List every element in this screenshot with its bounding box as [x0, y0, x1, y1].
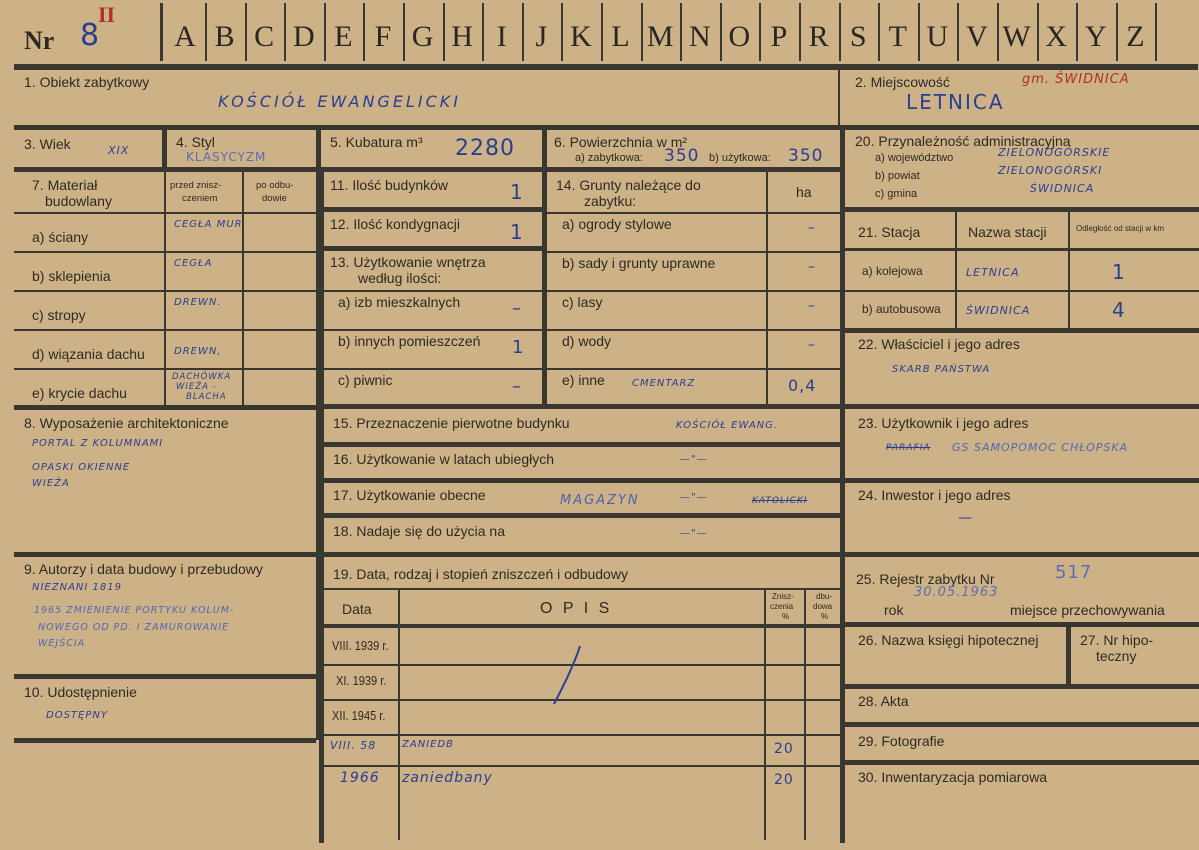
- field-7-col-after-l1: po odbu-: [256, 180, 294, 191]
- rule-v-col3: [840, 125, 845, 843]
- rule-row-3: [14, 167, 840, 172]
- field-20-row-label: c) gmina: [875, 188, 918, 200]
- field-14-row-label: d) wody: [562, 333, 612, 349]
- field-27-label-l1: 27. Nr hipo-: [1080, 632, 1154, 648]
- field-9-line-2: 1965 ZMIENIENIE PORTYKU KOLUM-: [34, 605, 235, 616]
- field-7-row-rule: [14, 368, 316, 370]
- field-2-value: LETNICA: [906, 90, 1005, 114]
- field-9-line-4: WEJŚCIA: [38, 638, 86, 649]
- letter-d: D: [292, 20, 315, 53]
- field-14-row-rule: [546, 368, 840, 370]
- field-14-row-value: 0,4: [788, 376, 817, 395]
- rule-25-bottom: [845, 622, 1199, 627]
- field-7-row-label: c) stropy: [32, 307, 86, 323]
- field-19-label: 19. Data, rodzaj i stopień zniszczeń i odbudowy: [333, 566, 628, 582]
- field-13-label-l2: według ilości:: [358, 270, 442, 286]
- field-17-value: MAGAZYN: [560, 493, 640, 508]
- header-divider: [160, 3, 163, 61]
- field-7-label-l1: 7. Materiał: [32, 177, 98, 193]
- field-21-col-name: Nazwa stacji: [968, 224, 1047, 240]
- field-7-row-label: b) sklepienia: [32, 268, 111, 284]
- field-15-value: KOŚCIÓŁ EWANG.: [676, 420, 779, 431]
- field-19-col-opis: O P I S: [540, 600, 613, 617]
- field-19-col-date: Data: [342, 601, 372, 617]
- nr-value: 8: [80, 18, 100, 53]
- field-14-row-value: –: [808, 220, 816, 236]
- field-6-label: 6. Powierzchnia w m²: [554, 134, 688, 150]
- letter-n: N: [688, 20, 711, 53]
- field-10-value: DOSTĘPNY: [46, 710, 108, 721]
- rule-7-v2: [242, 170, 244, 406]
- field-27-label-l2: teczny: [1096, 648, 1137, 664]
- letter-z: Z: [1126, 20, 1145, 53]
- field-19-row-date: XI. 1939 r.: [336, 673, 387, 688]
- letter-g: G: [411, 20, 434, 53]
- field-29-label: 29. Fotografie: [858, 733, 945, 749]
- letter-v: V: [966, 20, 988, 53]
- letter-o: O: [728, 20, 751, 53]
- rule-v-col2a: [319, 167, 324, 843]
- field-6-sub-b-value: 350: [788, 146, 824, 166]
- rule-8-bottom: [14, 552, 316, 557]
- letter-u: U: [926, 20, 949, 53]
- nr-label: Nr: [24, 26, 55, 55]
- field-3-label: 3. Wiek: [24, 136, 71, 152]
- rule-15-bottom: [319, 442, 843, 447]
- field-16-label: 16. Użytkowanie w latach ubiegłych: [333, 451, 555, 467]
- field-25-rok-value: 30.05.1963: [914, 585, 999, 600]
- field-6-sub-b: b) użytkowa:: [709, 152, 771, 164]
- field-19-col-od-l1: dbu-: [816, 592, 833, 601]
- field-23-label: 23. Użytkownik i jego adres: [858, 415, 1029, 431]
- rule-13-14-bottom: [319, 404, 843, 409]
- field-19-col-zn-l1: Znisz-: [772, 592, 794, 601]
- field-8-label: 8. Wyposażenie architektoniczne: [24, 415, 229, 431]
- field-16-value: —"—: [680, 454, 708, 465]
- field-28-label: 28. Akta: [858, 693, 909, 709]
- field-19-row-zn: 20: [774, 772, 794, 788]
- nr-roman: II: [98, 2, 116, 27]
- letter-j: J: [535, 20, 548, 53]
- field-25-value: 517: [1055, 562, 1093, 583]
- field-13-row-label: c) piwnic: [338, 372, 393, 388]
- field-21-row-label: a) kolejowa: [862, 264, 923, 278]
- field-21-col-dist: Odległość od stacji w km: [1076, 224, 1165, 233]
- field-21-row-name: ŚWIDNICA: [966, 304, 1031, 317]
- rule-v-5-6: [542, 130, 547, 170]
- field-13-row-rule: [322, 290, 542, 292]
- letter-m: M: [646, 20, 674, 53]
- rule-29-bottom: [845, 760, 1199, 765]
- field-24-value: —: [958, 510, 973, 526]
- field-7-col-after-l2: dowie: [262, 193, 287, 204]
- field-14-row-label: a) ogrody stylowe: [562, 216, 672, 232]
- field-7-row-label: e) krycie dachu: [32, 385, 127, 401]
- field-10-label: 10. Udostępnienie: [24, 684, 137, 700]
- field-6-sub-a-value: 350: [664, 146, 700, 166]
- field-20-label: 20. Przynależność administracyjna: [855, 133, 1071, 149]
- letter-b: B: [214, 20, 235, 53]
- field-30-label: 30. Inwentaryzacja pomiarowa: [858, 769, 1048, 785]
- rule-v-11-14: [542, 167, 547, 407]
- rule-26-27: [1066, 622, 1071, 686]
- field-7-row-before: DREWN,: [174, 346, 222, 357]
- field-17-struck: KATOLICKI: [752, 496, 808, 506]
- field-2-annotation: gm. ŚWIDNICA: [1022, 72, 1130, 87]
- field-3-value: XIX: [108, 144, 130, 157]
- field-7-label-l2: budowlany: [45, 193, 112, 209]
- field-25-rok-label: rok: [884, 602, 904, 618]
- rule-row-2: [14, 125, 840, 130]
- rule-26-bottom: [845, 684, 1199, 689]
- field-4-label: 4. Styl: [176, 134, 215, 150]
- letter-r: R: [808, 20, 829, 53]
- field-7-row-before: CEGŁA: [174, 258, 213, 269]
- field-7-row-before: CEGŁA MUR: [174, 219, 243, 230]
- field-21-row-dist: 1: [1112, 260, 1126, 284]
- field-14-row-label: e) inne: [562, 372, 605, 388]
- field-9-label: 9. Autorzy i data budowy i przebudowy: [24, 561, 263, 577]
- letter-y: Y: [1084, 20, 1107, 53]
- field-14-row-rule: [546, 329, 840, 331]
- rule-7-bottom: [14, 405, 316, 410]
- field-5-value: 2280: [455, 136, 515, 161]
- field-5-label: 5. Kubatura m³: [330, 134, 423, 150]
- field-14-row-value: –: [808, 298, 816, 314]
- field-11-value: 1: [510, 180, 524, 204]
- field-20-row-label: b) powiat: [875, 170, 920, 182]
- letter-k: K: [570, 20, 592, 53]
- field-14-label-l2: zabytku:: [584, 193, 637, 209]
- rule-16-bottom: [319, 478, 843, 483]
- field-18-value: —"—: [680, 528, 708, 539]
- letter-p: P: [770, 20, 788, 53]
- field-20-row-value: ŚWIDNICA: [1030, 182, 1095, 195]
- rule-21-bottom: [845, 328, 1199, 333]
- field-8-line-3: WIEŻA: [32, 478, 70, 489]
- field-7-row-rule: [14, 251, 316, 253]
- rule-22-bottom: [845, 404, 1199, 409]
- field-14-row-label: b) sady i grunty uprawne: [562, 255, 716, 271]
- letter-f: F: [374, 20, 392, 53]
- field-7-krycie-l3: BLACHA: [186, 392, 227, 402]
- letter-s: S: [849, 20, 867, 53]
- letter-h: H: [451, 20, 474, 53]
- rule-11-bottom: [319, 207, 545, 212]
- field-25-miejsce-label: miejsce przechowywania: [1010, 602, 1165, 618]
- field-7-col-before-l2: czeniem: [182, 193, 218, 204]
- field-7-krycie-l1: DACHÓWKA: [172, 372, 232, 382]
- rule-21-head: [845, 248, 1199, 251]
- field-19-row-date: VIII. 58: [330, 739, 377, 752]
- field-7-row-label: d) wiązania dachu: [32, 346, 145, 362]
- rule-7-v1: [164, 170, 166, 406]
- letter-divider: [1155, 3, 1157, 61]
- field-7-row-rule: [14, 290, 316, 292]
- letter-w: W: [1002, 20, 1031, 53]
- field-14-unit: ha: [796, 184, 812, 200]
- field-13-row-label: a) izb mieszkalnych: [338, 294, 461, 310]
- field-12-value: 1: [510, 220, 524, 244]
- field-13-row-value: 1: [512, 337, 525, 358]
- field-13-row-rule: [322, 368, 542, 370]
- letter-c: C: [254, 20, 275, 53]
- field-22-value: SKARB PAŃSTWA: [892, 364, 991, 375]
- field-13-label-l1: 13. Użytkowanie wnętrza: [330, 254, 486, 270]
- letter-e: E: [334, 20, 353, 53]
- rule-18-bottom: [319, 552, 843, 557]
- field-13-row-rule: [322, 329, 542, 331]
- field-6-sub-a: a) zabytkowa:: [575, 152, 643, 164]
- field-19-row-date: VIII. 1939 r.: [332, 638, 389, 653]
- rule-20-bottom: [845, 207, 1199, 212]
- field-11-label: 11. Ilość budynków: [330, 177, 449, 193]
- rule-17-bottom: [319, 513, 843, 518]
- rule-21-v1: [955, 212, 957, 330]
- field-19-row-zn: 20: [774, 741, 794, 757]
- field-19-row-rule: [324, 734, 840, 736]
- field-14-row-value: –: [808, 259, 816, 275]
- field-8-line-1: PORTAL Z KOLUMNAMI: [32, 438, 164, 449]
- field-19-row-rule: [324, 765, 840, 767]
- field-25-label: 25. Rejestr zabytku Nr: [856, 571, 995, 587]
- rule-12-bottom: [319, 246, 545, 251]
- rule-14-v: [766, 170, 768, 406]
- rule-23-bottom: [845, 478, 1199, 483]
- field-18-label: 18. Nadaje się do użycia na: [333, 523, 505, 539]
- field-19-col-zn-l2: czenia: [770, 602, 794, 611]
- field-14-label-l1: 14. Grunty należące do: [556, 177, 701, 193]
- field-20-row-value: ZIELONOGÓRSKI: [998, 164, 1103, 177]
- field-9-line-3: NOWEGO OD PD. I ZAMUROWANIE: [38, 622, 230, 633]
- field-20-row-label: a) województwo: [875, 152, 954, 164]
- field-21-label: 21. Stacja: [858, 224, 921, 240]
- field-9-line-1: NIEZNANI 1819: [32, 582, 122, 593]
- rule-row-2b: [845, 125, 1199, 130]
- rule-header: [14, 64, 1198, 70]
- field-15-label: 15. Przeznaczenie pierwotne budynku: [333, 415, 570, 431]
- rule-19-top: [324, 588, 840, 590]
- field-23-value: GS SAMOPOMOC CHŁOPSKA: [952, 441, 1129, 454]
- rule-10-bottom: [14, 738, 316, 743]
- field-21-row-name: LETNICA: [966, 266, 1020, 279]
- rule-19-head: [324, 624, 840, 628]
- field-12-label: 12. Ilość kondygnacji: [330, 216, 460, 232]
- letter-l: L: [611, 20, 630, 53]
- field-19-col-od-l3: %: [821, 612, 829, 621]
- field-22-label: 22. Właściciel i jego adres: [858, 336, 1020, 352]
- field-14-row-rule: [546, 251, 840, 253]
- field-13-row-label: b) innych pomieszczeń: [338, 333, 481, 349]
- field-26-label: 26. Nazwa księgi hipotecznej: [858, 632, 1039, 648]
- field-14-row-label: c) lasy: [562, 294, 603, 310]
- rule-7-h0: [14, 212, 316, 214]
- field-19-row-opis: zaniedbany: [402, 770, 493, 786]
- rule-21-mid: [845, 290, 1199, 292]
- field-13-row-value: –: [512, 298, 522, 319]
- field-19-row-date: XII. 1945 r.: [332, 708, 386, 723]
- field-19-row-date: 1966: [340, 770, 380, 786]
- field-14-row-value: –: [808, 337, 816, 353]
- field-13-row-value: –: [512, 376, 522, 397]
- field-8-line-2: OPASKI OKIENNE: [32, 462, 131, 473]
- field-7-row-label: a) ściany: [32, 229, 89, 245]
- letter-x: X: [1045, 20, 1068, 53]
- field-23-struck: PARAFIA: [886, 443, 931, 453]
- field-17-ditto: —"—: [680, 492, 708, 503]
- field-2-label: 2. Miejscowość: [855, 74, 950, 90]
- letter-i: I: [496, 20, 507, 53]
- field-14-row-rule: [546, 212, 840, 214]
- rule-v-3-4: [162, 130, 167, 170]
- rule-21-v2: [1068, 212, 1070, 330]
- letter-t: T: [888, 20, 907, 53]
- diagonal-stroke: [540, 640, 590, 710]
- field-20-row-value: ZIELONOGÓRSKIE: [998, 146, 1111, 159]
- field-19-col-od-l2: dowa: [813, 602, 833, 611]
- field-7-row-rule: [14, 329, 316, 331]
- field-14-note: CMENTARZ: [632, 378, 696, 389]
- rule-24-bottom: [845, 552, 1199, 557]
- field-17-label: 17. Użytkowanie obecne: [333, 487, 486, 503]
- rule-9-bottom: [14, 674, 316, 679]
- field-21-row-label: b) autobusowa: [862, 302, 941, 316]
- field-1-label: 1. Obiekt zabytkowy: [24, 74, 150, 90]
- field-21-row-dist: 4: [1112, 298, 1126, 322]
- field-14-row-rule: [546, 290, 840, 292]
- field-7-row-before: DREWN.: [174, 297, 222, 308]
- field-19-row-opis: ZANIEDB: [402, 739, 454, 750]
- field-1-value: KOŚCIÓŁ EWANGELICKI: [218, 92, 461, 111]
- rule-v-1-2: [838, 68, 840, 126]
- field-7-krycie-l2: WIEŻA -: [176, 382, 217, 392]
- field-24-label: 24. Inwestor i jego adres: [858, 487, 1011, 503]
- rule-28-bottom: [845, 722, 1199, 727]
- field-19-col-zn-l3: %: [782, 612, 790, 621]
- field-4-value: KLASYCYZM: [186, 150, 267, 164]
- field-7-col-before-l1: przed znisz-: [170, 180, 222, 191]
- letter-a: A: [174, 20, 196, 53]
